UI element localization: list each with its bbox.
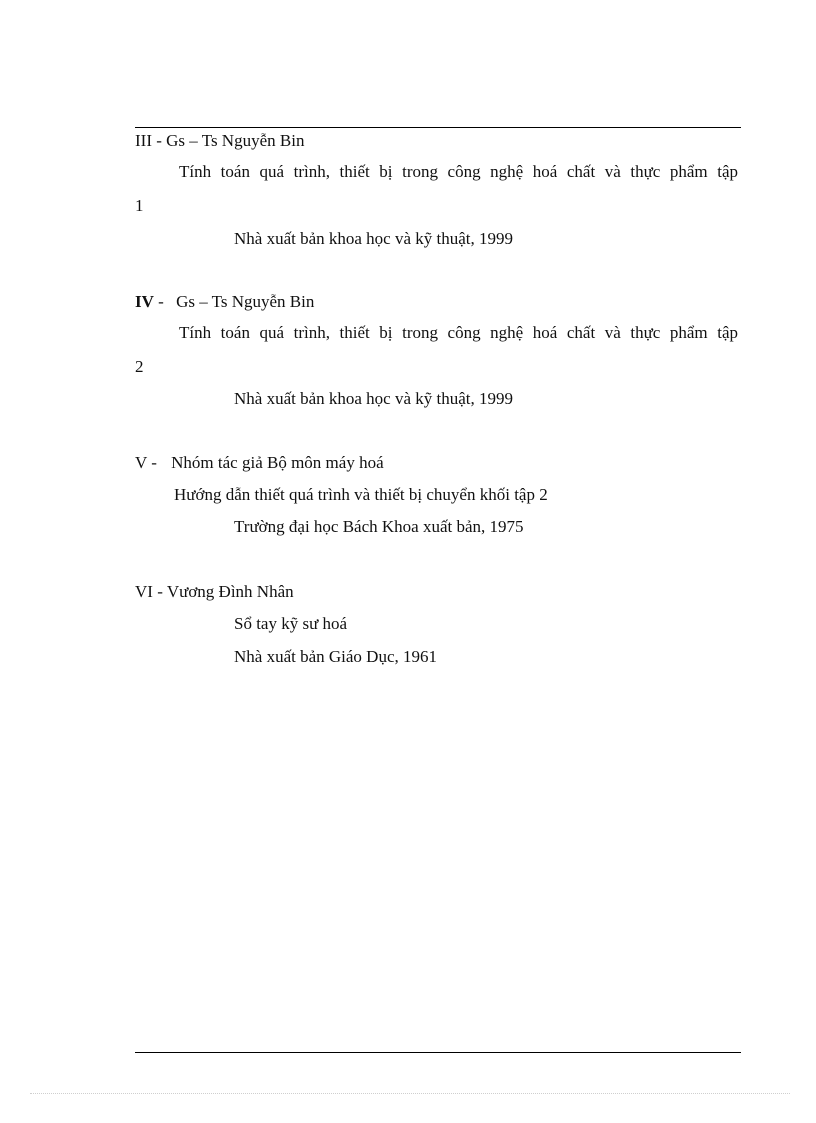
reference-v-heading [135,452,384,474]
footer-rule [135,1052,741,1053]
reference-iii-heading [135,130,304,152]
reference-numeral: IV [135,292,154,311]
reference-numeral: III [135,131,152,150]
reference-vi-title: Sổ tay kỹ sư hoá [234,614,348,633]
reference-author: Gs – Ts Nguyễn Bin [176,292,315,311]
reference-vi-heading [135,581,294,603]
reference-iv-title-line2: 2 [135,357,144,376]
reference-author: Gs – Ts Nguyễn Bin [166,131,305,150]
reference-v-title: Hướng dẫn thiết quá trình và thiết bị chuyển khối tập 2 [174,485,548,504]
reference-iii-publisher: Nhà xuất bản khoa học và kỹ thuật, 1999 [234,229,514,248]
separator: - [157,582,163,601]
reference-iv-heading [135,291,314,313]
header-rule [135,127,741,128]
page-edge-dots [30,1093,790,1094]
reference-numeral: V [135,453,147,472]
reference-author: Nhóm tác giả Bộ môn máy hoá [171,453,384,472]
reference-numeral: VI [135,582,153,601]
separator: - [156,131,162,150]
reference-iv-title-line1: Tính toán quá trình, thiết bị trong công nghệ hoá chất và thực phẩm tập [179,323,738,342]
reference-iv-publisher: Nhà xuất bản khoa học và kỹ thuật, 1999 [234,389,514,408]
reference-iii-title-line2: 1 [135,196,144,215]
reference-v-publisher: Trường đại học Bách Khoa xuất bản, 1975 [234,517,524,536]
reference-author: Vương Đình Nhân [166,582,294,601]
reference-vi-publisher: Nhà xuất bản Giáo Dục, 1961 [234,647,438,666]
separator: - [151,453,157,472]
reference-iii-title-line1: Tính toán quá trình, thiết bị trong công nghệ hoá chất và thực phẩm tập [179,162,738,181]
separator: - [158,292,164,311]
